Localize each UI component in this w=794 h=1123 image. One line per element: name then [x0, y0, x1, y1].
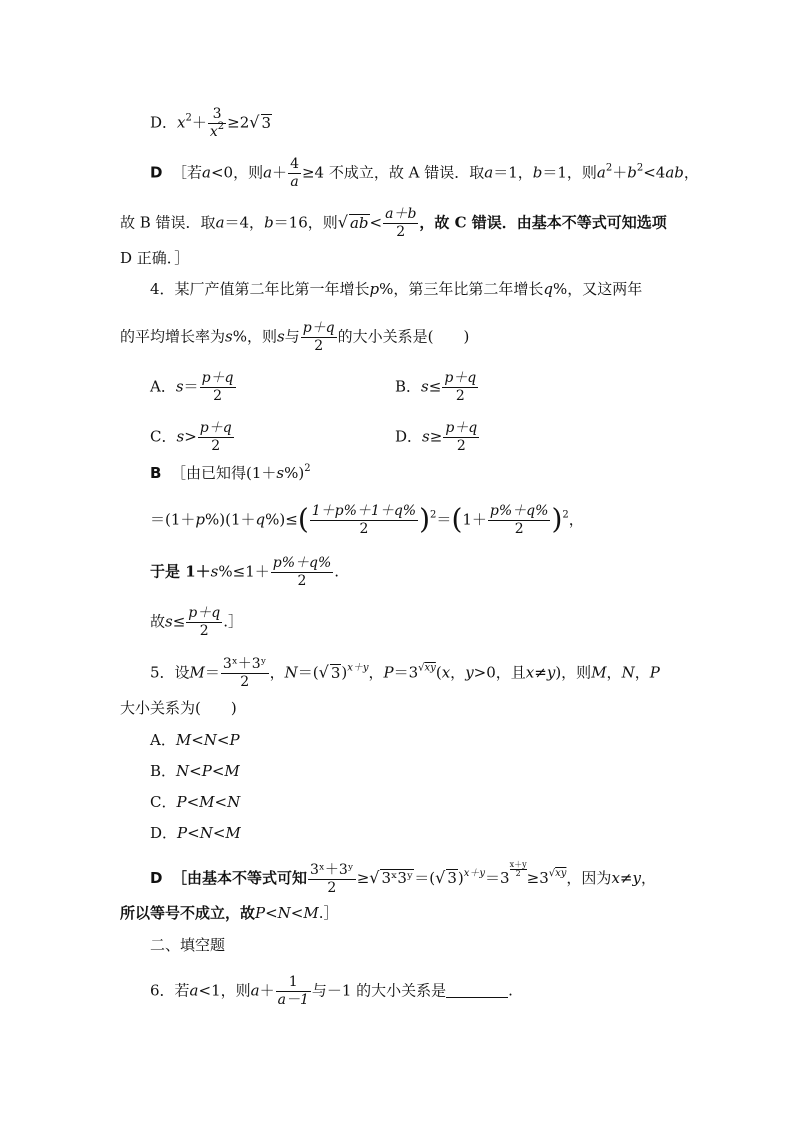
- relation: ≥2: [227, 113, 250, 132]
- text-segment: M: [591, 663, 607, 682]
- q5-option-a[interactable]: [150, 729, 240, 751]
- text-segment: D 正确．］: [120, 249, 190, 267]
- text-segment: 所以等号不成立，故: [120, 904, 256, 922]
- text-segment: p＋q: [444, 370, 477, 386]
- text-segment: ＝(: [414, 869, 436, 887]
- text-segment: 2: [327, 879, 337, 896]
- text-segment: p%＋q%: [272, 555, 332, 571]
- text-segment: ＋: [259, 981, 275, 1000]
- text-segment: ≤: [428, 377, 442, 396]
- q4-option-d[interactable]: [395, 420, 480, 455]
- text-segment: p＋q: [445, 420, 478, 436]
- text-segment: ＝1，: [493, 163, 533, 182]
- text-segment: q: [255, 510, 266, 529]
- text-segment: D．: [395, 427, 423, 446]
- text-segment: ＝3: [485, 869, 510, 887]
- text-segment: s: [276, 327, 285, 346]
- text-segment: (: [435, 663, 442, 682]
- section-heading: [150, 934, 225, 956]
- text-segment: ≠: [534, 663, 547, 682]
- text-segment: ＋: [612, 163, 628, 182]
- text-segment: a: [596, 163, 606, 182]
- text-segment: ≥3: [526, 869, 549, 887]
- text-segment: ，: [683, 163, 699, 182]
- text-segment: C．: [150, 427, 177, 446]
- answer-3-line-3: [120, 247, 189, 269]
- text-segment: 5．设: [150, 663, 190, 682]
- text-segment: xy: [424, 662, 436, 674]
- text-segment: ，: [269, 663, 285, 682]
- text-segment: ＝(: [297, 663, 319, 682]
- text-segment: >: [184, 427, 197, 446]
- text-segment: b: [627, 163, 637, 182]
- text-segment: 大小关系为( ): [120, 699, 237, 717]
- text-segment: p: [195, 510, 206, 529]
- text-segment: ，因为: [566, 869, 612, 887]
- text-segment: M: [189, 663, 205, 682]
- text-segment: 2: [199, 623, 209, 639]
- text-segment: %，则: [232, 327, 277, 346]
- text-segment: p%＋q%: [489, 503, 549, 519]
- text-segment: ，故 C 错误．由基本不等式可知选项: [419, 213, 667, 232]
- text-segment: 2: [396, 224, 406, 240]
- text-segment: 与: [284, 327, 300, 346]
- fraction: [288, 156, 301, 191]
- text-segment: a－1: [277, 992, 309, 1008]
- text-segment: 故: [150, 612, 166, 631]
- text-segment: ＝(1＋: [150, 510, 196, 529]
- answer-4-line-1: B ［由已知得$(1+s\%)^2$: [150, 463, 311, 482]
- text-segment: x: [611, 869, 620, 887]
- text-segment: ，: [606, 663, 622, 682]
- text-segment: 于是 1＋: [150, 562, 211, 581]
- question-5-line-2: [120, 697, 237, 719]
- text-segment: p: [369, 280, 380, 298]
- text-segment: x＋y: [463, 868, 486, 879]
- q4-option-a[interactable]: [150, 370, 237, 405]
- text-segment: ab: [349, 213, 369, 232]
- text-segment: %，又这两年: [553, 280, 643, 298]
- fraction: [301, 320, 337, 355]
- text-segment: p＋q: [199, 420, 232, 436]
- text-segment: 1: [276, 974, 311, 992]
- text-segment: ，: [634, 663, 650, 682]
- text-segment: a＋b: [385, 206, 417, 222]
- text-segment: 2: [456, 438, 466, 454]
- text-segment: s: [210, 562, 219, 581]
- answer-4-line-4: [150, 605, 243, 640]
- text-segment: s: [421, 377, 429, 396]
- text-segment: ＝: [183, 377, 199, 396]
- text-segment: a: [484, 163, 494, 182]
- text-segment: .］: [223, 612, 244, 631]
- q5-option-c[interactable]: [150, 791, 240, 813]
- text-segment: p＋q: [188, 605, 221, 621]
- text-segment: 2: [314, 338, 324, 354]
- text-segment: 二、填空题: [150, 936, 226, 954]
- text-segment: p＋q: [201, 370, 234, 386]
- answer-letter: B: [150, 464, 162, 482]
- text-segment: <1，则: [198, 981, 251, 1000]
- answer-3-line-1: D ［若a<0，则a＋ $\frac{4}{a}$ ≥4 不成立，故 A 错误．取a＝1，b＝1，则$a^2+b^2<4ab$，: [150, 156, 699, 190]
- text-segment: 3ˣ＋3ʸ: [310, 861, 354, 878]
- q4-option-b[interactable]: [395, 370, 479, 405]
- text-segment: N: [621, 663, 635, 682]
- text-segment: ＋: [272, 163, 288, 182]
- answer-5-line-2: [120, 902, 339, 924]
- text-segment: 2: [359, 521, 369, 537]
- text-segment: <0，则: [210, 163, 264, 182]
- text-segment: <: [369, 213, 383, 232]
- text-segment: x＋y: [509, 860, 527, 869]
- answer-4-line-2: ＝(1＋p%)(1＋q%)≤( $\frac{1+p\%+1+q\%}{2}$ )$^2$＝(1＋ $\frac{p\%+q\%}{2}$ )$^2$，: [150, 502, 584, 537]
- text-segment: ＝3: [393, 663, 419, 682]
- text-segment: s: [165, 612, 173, 631]
- text-segment: ≤: [172, 612, 186, 631]
- text-segment: x: [441, 663, 451, 682]
- text-segment: 与－1 的大小关系是: [311, 981, 447, 1000]
- text-segment: a: [189, 981, 199, 1000]
- text-segment: a: [263, 163, 273, 182]
- text-segment: C．: [150, 793, 177, 811]
- answer-4-line-3: [150, 555, 339, 590]
- text-segment: ≥: [356, 869, 370, 887]
- text-segment: p＋q: [302, 320, 335, 336]
- text-segment: 6．若: [150, 981, 190, 1000]
- text-segment: ［由已知得(1＋: [170, 464, 277, 482]
- text-segment: ，: [568, 510, 584, 529]
- question-4-line-2: [120, 320, 469, 355]
- q5-option-d[interactable]: [150, 822, 241, 844]
- text-segment: 1＋: [462, 510, 487, 529]
- text-segment: 2: [514, 521, 524, 537]
- text-segment: ＝: [204, 663, 220, 682]
- question-6: [150, 974, 513, 1009]
- answer-blank[interactable]: [446, 983, 508, 998]
- text-segment: 1＋p%＋1＋q%: [311, 503, 417, 519]
- text-segment: y: [465, 663, 474, 682]
- text-segment: x: [209, 124, 218, 140]
- text-segment: 3: [330, 663, 341, 682]
- option-label: D．: [150, 113, 178, 132]
- text-segment: B．: [150, 762, 177, 780]
- question-5-line-1: 5．设M＝ $\frac{\text{3ˣ＋3ʸ}}{2}$ ，N＝(√ 3)$^{x+y}$，$P=3^{√xy}(x$，y>0，且x≠y)，则M，N，P: [150, 656, 660, 690]
- text-segment: 2: [515, 869, 521, 878]
- text-segment: y: [546, 663, 556, 682]
- text-segment: P: [383, 663, 394, 682]
- text-segment: ＝4，: [224, 213, 265, 232]
- text-segment: M<N<P: [175, 731, 240, 749]
- text-segment: xy: [555, 868, 567, 879]
- text-segment: 4．某厂产值第二年比第一年增长: [150, 280, 370, 298]
- text-segment: >0，且: [473, 663, 526, 682]
- text-segment: y: [632, 869, 641, 887]
- text-segment: a: [250, 981, 260, 1000]
- text-segment: ): [341, 663, 348, 682]
- text-segment: 3: [208, 106, 226, 124]
- text-segment: x＋y: [347, 662, 369, 674]
- fraction: [383, 206, 418, 241]
- fraction: $\frac{3}{x^2}$: [209, 106, 225, 140]
- text-segment: 2: [455, 388, 465, 404]
- text-segment: a: [290, 174, 299, 190]
- text-segment: ): [457, 869, 464, 887]
- text-segment: ，: [368, 663, 384, 682]
- text-segment: s: [175, 377, 184, 396]
- text-segment: ［若: [172, 163, 203, 182]
- text-segment: )，则: [555, 663, 592, 682]
- var: x: [177, 113, 186, 132]
- text-segment: x: [525, 663, 535, 682]
- text-segment: N<P<M: [176, 762, 240, 780]
- q4-option-c[interactable]: [150, 420, 235, 455]
- text-segment: .: [334, 562, 340, 581]
- text-segment: ≥4 不成立，故 A 错误．取: [301, 163, 485, 182]
- text-segment: 2: [213, 388, 222, 404]
- text-segment: 2: [297, 573, 307, 589]
- text-segment: q: [543, 280, 554, 298]
- text-segment: 4: [290, 156, 299, 172]
- text-segment: s: [276, 464, 285, 482]
- text-segment: 2: [240, 674, 250, 690]
- text-segment: b: [532, 163, 543, 182]
- text-segment: s: [225, 327, 233, 346]
- text-segment: P<N<M: [255, 904, 319, 922]
- sqrt: 3: [261, 113, 272, 132]
- answer-letter: D: [150, 869, 163, 887]
- text-segment: 故 B 错误．取: [120, 213, 216, 232]
- text-segment: B．: [395, 377, 422, 396]
- text-segment: s: [422, 427, 430, 446]
- answer-3-line-2: 故 B 错误．取a＝4，b＝16，则√ ab< $\frac{a+b}{2}$ ，故 C 错误．由基本不等式可知选项: [120, 206, 667, 240]
- text-segment: P<N<M: [177, 824, 241, 842]
- text-segment: b: [264, 213, 274, 232]
- option-d-previous: D．$x^2+$ $\frac{3}{x^2}$ ≥2√ 3: [150, 106, 272, 140]
- text-segment: ，: [640, 869, 656, 887]
- answer-letter: D: [150, 163, 163, 182]
- text-segment: ≠: [619, 869, 633, 887]
- text-segment: %)(1＋: [205, 510, 256, 529]
- text-segment: 的大小关系是( ): [337, 327, 470, 346]
- text-segment: ，: [450, 663, 466, 682]
- text-segment: %≤1＋: [218, 562, 270, 581]
- text-segment: A．: [150, 731, 176, 749]
- text-segment: a: [215, 213, 225, 232]
- text-segment: %): [284, 464, 305, 482]
- text-segment: P<M<N: [176, 793, 241, 811]
- text-segment: P: [649, 663, 660, 682]
- text-segment: 3ˣ＋3ʸ: [222, 656, 267, 672]
- text-segment: s: [176, 427, 185, 446]
- text-segment: N: [284, 663, 298, 682]
- text-segment: ab: [665, 163, 684, 182]
- text-segment: ＝: [436, 510, 452, 529]
- text-segment: ＝1，则: [542, 163, 597, 182]
- text-segment: 2: [211, 438, 221, 454]
- text-segment: .］: [318, 904, 339, 922]
- text-segment: A．: [150, 377, 176, 396]
- text-segment: D．: [150, 824, 178, 842]
- text-segment: ≥: [429, 427, 443, 446]
- answer-5-line-1: D ［由基本不等式可知 $\frac{\text{3ˣ＋3ʸ}}{2}$ ≥√ 3ˣ3ʸ＝(√ 3)$^{x+y}$＝3 $\frac{x+y}{2}$ $\ge 3^{√xy}$，因为x≠y，: [150, 860, 656, 896]
- question-4-line-1: [150, 278, 642, 300]
- q5-option-b[interactable]: [150, 760, 240, 782]
- text-segment: 3: [447, 869, 457, 887]
- text-segment: %，第三年比第二年增长: [379, 280, 544, 298]
- text-segment: <4: [643, 163, 666, 182]
- text-segment: ［由基本不等式可知: [172, 869, 308, 887]
- text-segment: a: [202, 163, 211, 182]
- text-segment: 3ˣ3ʸ: [381, 869, 414, 887]
- text-segment: ＝16，则: [273, 213, 338, 232]
- text-segment: .: [508, 981, 513, 1000]
- text-segment: %)≤: [265, 510, 298, 529]
- text-segment: 的平均增长率为: [120, 327, 226, 346]
